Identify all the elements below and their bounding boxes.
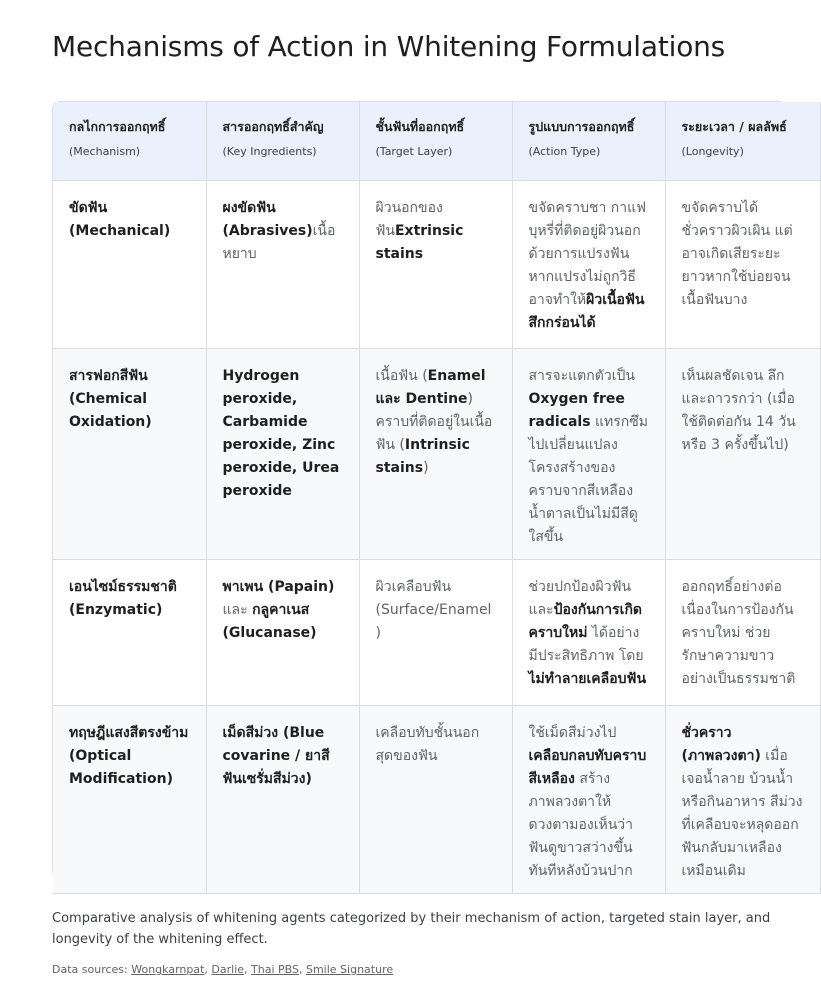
cell-mechanism: เอนไซม์ธรรมชาติ (Enzymatic) bbox=[53, 560, 206, 706]
header-main: ระยะเวลา / ผลลัพธ์ bbox=[681, 119, 787, 134]
header-main: สารออกฤทธิ์สำคัญ bbox=[222, 119, 324, 134]
emphasis-text: Oxygen free radicals bbox=[528, 391, 625, 430]
emphasis-text: เคลือบกลบทับคราบสีเหลือง bbox=[528, 748, 647, 787]
emphasis-text: Enamel และ Dentine bbox=[375, 368, 486, 407]
emphasis-text: ผิวเนื้อฟันสึกกร่อนได้ bbox=[528, 292, 645, 331]
cell-action-type bbox=[512, 560, 665, 706]
source-link-darlie[interactable]: Darlie bbox=[211, 963, 245, 976]
body-text: ) bbox=[423, 460, 429, 476]
body-text: ) คราบที่ติดอยู่ในเนื้อฟัน ( bbox=[375, 391, 493, 453]
cell-ingredients bbox=[206, 706, 359, 894]
header-ingredients bbox=[206, 102, 359, 181]
cell-mechanism: ทฤษฎีแสงสีตรงข้าม (Optical Modification) bbox=[53, 706, 206, 894]
emphasis-text: Intrinsic stains bbox=[375, 437, 470, 476]
cell-ingredients bbox=[206, 181, 359, 349]
header-sub: (Action Type) bbox=[528, 145, 601, 158]
body-text: ได้อย่างมีประสิทธิภาพ โดย bbox=[528, 625, 644, 664]
page-title: Mechanisms of Action in Whitening Formulations bbox=[52, 30, 726, 63]
header-longevity bbox=[665, 102, 820, 181]
body-text: ออกฤทธิ์อย่างต่อเนื่องในการป้องกันคราบใหม่ ช่วยรักษาความขาวอย่างเป็นธรรมชาติ bbox=[681, 579, 796, 687]
body-text: และ bbox=[222, 602, 253, 618]
emphasis-text: ไม่ทำลายเคลือบฟัน bbox=[528, 671, 647, 687]
table-caption: Comparative analysis of whitening agents categorized by their mechanism of action, targeted stain layer, and longevity of the whitening effect. bbox=[52, 911, 771, 947]
source-link-wongkarnpat[interactable]: Wongkarnpat bbox=[131, 963, 205, 976]
cell-target-layer bbox=[359, 560, 512, 706]
cell-longevity bbox=[665, 560, 820, 706]
cell-action-type bbox=[512, 181, 665, 349]
cell-action-type bbox=[512, 706, 665, 894]
comparison-table bbox=[53, 102, 821, 894]
emphasis-text: กลูคาเนส (Glucanase) bbox=[222, 602, 317, 641]
table-header-row bbox=[53, 102, 820, 181]
body-text: เนื้อหยาบ bbox=[222, 223, 336, 262]
header-sub: (Target Layer) bbox=[375, 145, 453, 158]
body-text: ใช้เม็ดสีม่วงไป bbox=[528, 725, 617, 741]
body-text: เนื้อฟัน ( bbox=[375, 368, 428, 384]
cell-mechanism: ขัดฟัน (Mechanical) bbox=[53, 181, 206, 349]
body-text: ผิวนอกของฟัน bbox=[375, 200, 443, 239]
sources-separator: , bbox=[298, 963, 306, 976]
header-main: กลไกการออกฤทธิ์ bbox=[69, 119, 166, 134]
cell-longevity bbox=[665, 349, 820, 560]
comparison-table-container[interactable] bbox=[52, 101, 803, 879]
header-action-type bbox=[512, 102, 665, 181]
body-text: ผิวเคลือบฟัน (Surface/Enamel) bbox=[375, 579, 492, 641]
cell-mechanism: สารฟอกสีฟัน (Chemical Oxidation) bbox=[53, 349, 206, 560]
emphasis-text: ผงขัดฟัน (Abrasives) bbox=[222, 200, 313, 239]
body-text: เมื่อเจอน้ำลาย บ้วนน้ำ หรือกินอาหาร สีม่วงที่เคลือบจะหลุดออก ฟันกลับมาเหลืองเหมือนเดิม bbox=[681, 748, 803, 879]
emphasis-text: เม็ดสีม่วง (Blue covarine / ยาสีฟันเซรั่มสีม่วง) bbox=[222, 725, 330, 787]
header-sub: (Longevity) bbox=[681, 145, 744, 158]
emphasis-text: ชั่วคราว (ภาพลวงตา) bbox=[681, 725, 761, 764]
header-sub: (Mechanism) bbox=[69, 145, 141, 158]
body-text: เห็นผลชัดเจน ลึกและถาวรกว่า (เมื่อใช้ติดต่อกัน 14 วัน หรือ 3 ครั้งขึ้นไป) bbox=[681, 368, 796, 453]
emphasis-text: Extrinsic stains bbox=[375, 223, 464, 262]
emphasis-text: พาเพน (Papain) bbox=[222, 579, 335, 595]
body-text: เคลือบทับชั้นนอกสุดของฟัน bbox=[375, 725, 480, 764]
cell-longevity bbox=[665, 706, 820, 894]
body-text: สารจะแตกตัวเป็น bbox=[528, 368, 635, 384]
cell-ingredients bbox=[206, 560, 359, 706]
table-row bbox=[53, 181, 820, 349]
emphasis-text: Hydrogen peroxide, Carbamide peroxide, Zinc peroxide, Urea peroxide bbox=[222, 368, 340, 499]
emphasis-text: ป้องกันการเกิดคราบใหม่ bbox=[528, 602, 643, 641]
table-row bbox=[53, 706, 820, 894]
source-link-thai-pbs[interactable]: Thai PBS bbox=[251, 963, 299, 976]
body-text: ช่วยปกป้องผิวฟันและ bbox=[528, 579, 632, 618]
header-sub: (Key Ingredients) bbox=[222, 145, 317, 158]
cell-longevity bbox=[665, 181, 820, 349]
sources-label: Data sources: bbox=[52, 963, 132, 976]
cell-ingredients bbox=[206, 349, 359, 560]
cell-target-layer bbox=[359, 181, 512, 349]
body-text: ขจัดคราบชา กาแฟ บุหรี่ที่ติดอยู่ผิวนอกด้วยการแปรงฟัน หากแปรงไม่ถูกวิธีอาจทำให้ bbox=[528, 200, 647, 308]
table-body bbox=[53, 181, 820, 894]
body-text: สร้างภาพลวงตาให้ดวงตามองเห็นว่าฟันดูขาวสว่างขึ้นทันทีหลังบ้วนปาก bbox=[528, 771, 634, 879]
table-row bbox=[53, 349, 820, 560]
data-sources bbox=[52, 962, 393, 978]
body-text: แทรกซึมไปเปลี่ยนแปลงโครงสร้างของคราบจากสีเหลืองน้ำตาลเป็นไม่มีสีดูใสขึ้น bbox=[528, 414, 648, 545]
sources-separator: , bbox=[244, 963, 252, 976]
cell-target-layer bbox=[359, 349, 512, 560]
header-main: รูปแบบการออกฤทธิ์ bbox=[528, 119, 635, 134]
header-main: ชั้นฟันที่ออกฤทธิ์ bbox=[375, 119, 465, 134]
header-mechanism bbox=[53, 102, 206, 181]
source-link-smile-signature[interactable]: Smile Signature bbox=[305, 963, 394, 976]
cell-target-layer bbox=[359, 706, 512, 894]
table-row bbox=[53, 560, 820, 706]
cell-action-type bbox=[512, 349, 665, 560]
body-text: ขจัดคราบได้ชั่วคราวผิวเผิน แต่อาจเกิดเสียระยะยาวหากใช้บ่อยจนเนื้อฟันบาง bbox=[681, 200, 793, 308]
sources-separator: , bbox=[204, 963, 212, 976]
header-target-layer bbox=[359, 102, 512, 181]
